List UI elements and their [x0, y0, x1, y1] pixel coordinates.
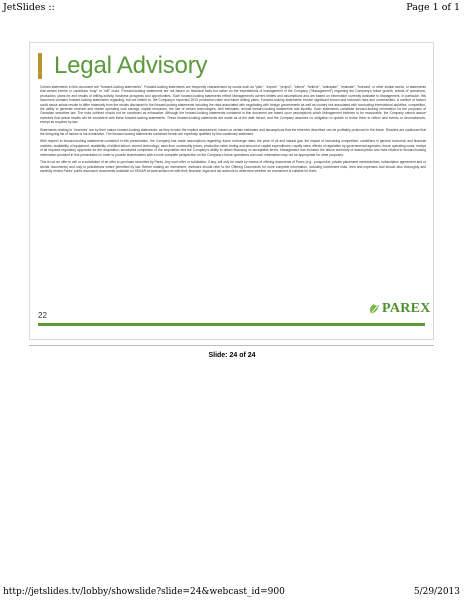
slide-title: Legal Advisory — [54, 52, 208, 79]
paragraph-assumptions: With respect to forward-looking statements contained in this presentation, the Company has made assumptions regarding: future exchange rates; the price of oil and natural gas; the impact of increasing competition; conditions in general economic and financial markets; availability of equipment; availability of skilled labour; current technology; cash flow; commodity prices; production rates; timing and amount of capital expenditures; royalty rates; effects of regulation by governmental agencies; future operating costs; receipt of all required regulatory approvals for the acquisition; successful completion of the acquisition and the Company's ability to obtain financing on acceptable terms. Management has included the above summary of assumptions and risks related to forward-looking information provided in this presentation in order to provide shareholders with a more complete perspective on the Company's future operations and such information may not be appropriate for other purposes. — [40, 139, 426, 157]
slide-body — [40, 85, 426, 176]
paragraph-reserves: Statements relating to "reserves" are by their nature forward-looking statements, as they involve the implied assessment, based on certain estimates and assumptions that the reserves described can be profitably produced in the future. Readers are cautioned that the foregoing list of factors is not exhaustive. The forward-looking statements contained herein are expressly qualified by this cautionary statement. — [40, 127, 426, 137]
caption-divider — [29, 345, 434, 346]
slide-page-number: 22 — [38, 311, 47, 320]
parex-logo — [368, 301, 431, 317]
slide-frame — [29, 42, 434, 340]
page-header-left: JetSlides :: — [3, 2, 55, 13]
page-header-right: Page 1 of 1 — [406, 2, 460, 13]
footer-date: 5/29/2013 — [413, 587, 460, 597]
slide-bottom-rule — [38, 323, 425, 326]
slide-counter: Slide: 24 of 24 — [208, 352, 256, 359]
paragraph-offer-disclaimer: This is not an offer to sell or a solicitation of an offer to purchase securities by Parex. Any such offer or solicitation, if any, will only be made by means of offering documents of Parex (e.g., prospectus, private placement memorandum, subscription agreement and or similar documents) and only in jurisdictions where permitted by law. Before making an investment, investors should refer to the Offering Documents for more complete information, including investment risks, fees and expenses and should also thoroughly and carefully review Parex' public disclosure documents available on SEDAR at www.sedar.com with their financial, legal and tax advisors to determine whether an investment is suitable for them. — [40, 160, 426, 173]
logo-wordmark: PAREX — [382, 301, 431, 316]
leaf-icon — [368, 303, 380, 315]
paragraph-forward-looking: Certain statements in this document are "forward-looking statements". Forward-looking statements are frequently characterized by words such as "plan", "expect", "project", "intend", "believe", "anticipate", "estimate", "forecast" or other similar words, or statements that certain events or conditions "may" or "will" occur. Forward-looking statements are not based on historical facts but rather on the expectations of management of the Company ("Management") regarding the Company's future growth, results of operations, production, plans for and results of drilling activity, business prospects and opportunities. Such forward-looking statements reflect Management's current beliefs and assumptions and are based on information currently available to Management. In particular, this document contains forward-looking statements regarding, but not limited to, the Company's expected 2013 production rates and future drilling plans. Forward-looking statements involve significant known and unknown risks and uncertainties. A number of factors could cause actual results to differ materially from the results discussed in the forward-looking statements including the risks associated with negotiating with foreign governments as well as country risk associated with conducting international activities, competition, the ability to generate revenue and realize operating cost savings, capital resources, the use of certain technologies, well estimates, annual forward-looking statements and liquidity. Such statements constitute forward-looking information for the purposes of Canadian securities law. The risks outlined should not be construed as exhaustive. Although the forward-looking statements contained in this document are based upon assumptions which Management believes to be reasonable, the Company cannot assure investors that actual results will be consistent with these forward-looking statements. These forward-looking statements are made as of the date hereof, and the Company assumes no obligation to update or revise them to reflect new events or circumstances, except as required by law. — [40, 85, 426, 125]
footer-url: http://jetslides.tv/lobby/showslide?slide=24&webcast_id=900 — [3, 587, 285, 597]
title-accent-bar — [38, 53, 42, 79]
